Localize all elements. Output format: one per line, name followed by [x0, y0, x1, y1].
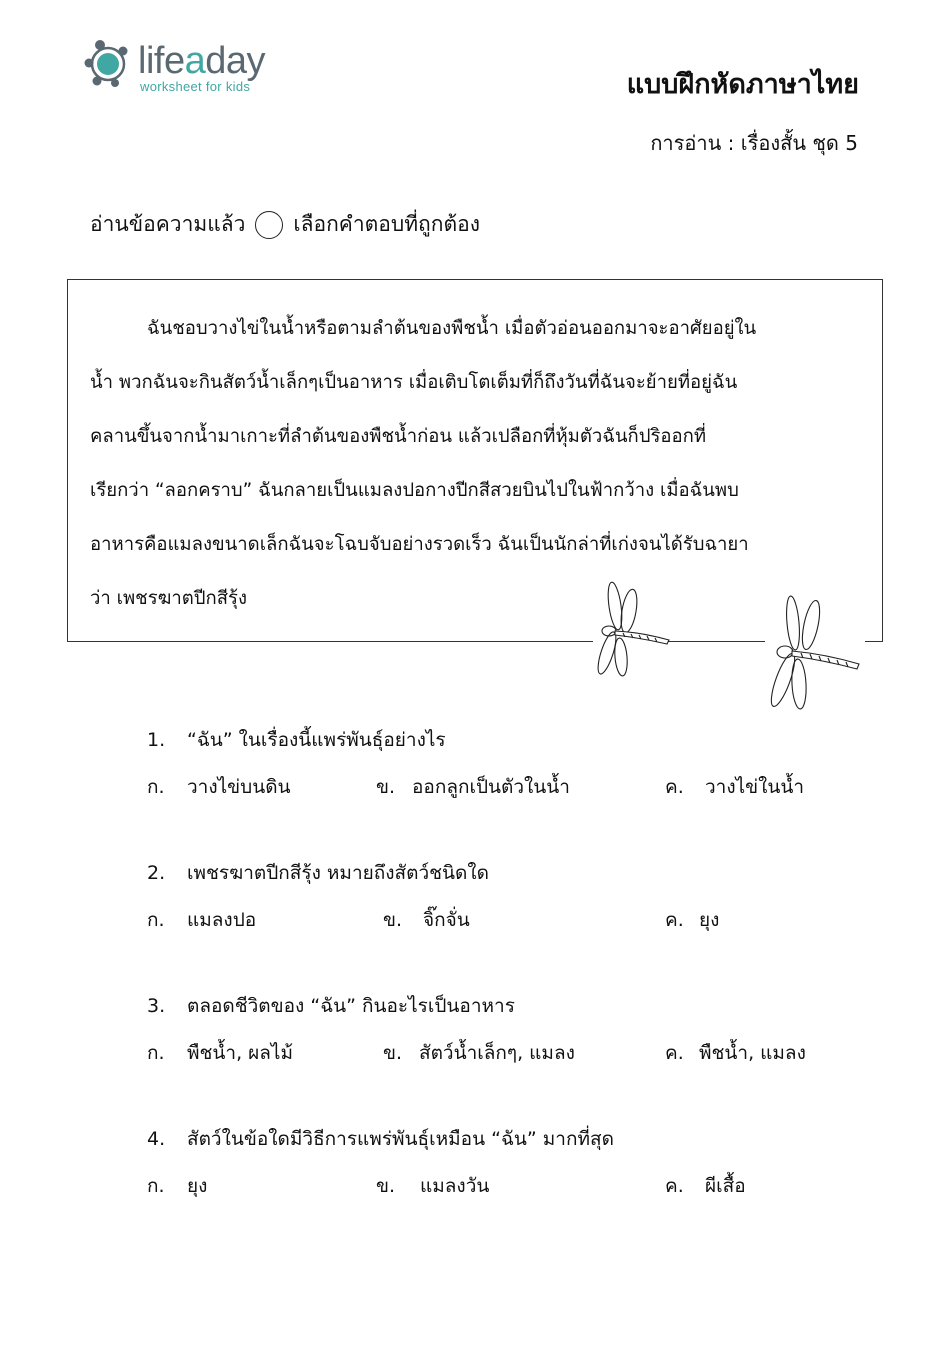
- passage-line: น้ำ พวกฉันจะกินสัตว์น้ำเล็กๆเป็นอาหาร เมื่อเติบโตเต็มที่ก็ถึงวันที่ฉันจะย้ายที่อยู่ฉัน: [90, 372, 738, 393]
- question-3: 3. ตลอดชีวิตของ “ฉัน” กินอะไรเป็นอาหาร: [147, 995, 515, 1017]
- instruction-before: อ่านข้อความแล้ว: [90, 212, 246, 236]
- question-4-option-a[interactable]: ก. ยุง: [147, 1175, 208, 1197]
- question-4: 4. สัตว์ในข้อใดมีวิธีการแพร่พันธุ์เหมือน “ฉัน” มากที่สุด: [147, 1128, 614, 1150]
- passage-line: เรียกว่า “ลอกคราบ” ฉันกลายเป็นแมลงปอกางปีกสีสวยบินไปในฟ้ากว้าง เมื่อฉันพบ: [90, 480, 739, 501]
- question-4-option-b[interactable]: ข. แมลงวัน: [376, 1175, 490, 1197]
- question-4-option-c[interactable]: ค. ผีเสื้อ: [665, 1175, 746, 1197]
- instruction: [90, 208, 480, 241]
- question-2-option-b[interactable]: ข. จิ๊กจั่น: [383, 909, 470, 931]
- passage-line: ว่า เพชรฆาตปีกสีรุ้ง: [90, 588, 248, 609]
- question-1-option-c[interactable]: ค. วางไข่ในน้ำ: [665, 776, 805, 798]
- brand-name: lifeaday: [138, 40, 265, 82]
- passage-line: ฉันชอบวางไข่ในน้ำหรือตามลำต้นของพืชน้ำ เมื่อตัวอ่อนออกมาจะอาศัยอยู่ใน: [147, 318, 757, 339]
- question-3-option-c[interactable]: ค. พืชน้ำ, แมลง: [665, 1042, 806, 1064]
- passage-line: คลานขึ้นจากน้ำมาเกาะที่ลำต้นของพืชน้ำก่อน แล้วเปลือกที่หุ้มตัวฉันก็ปริออกที่: [90, 426, 707, 447]
- question-3-option-b[interactable]: ข. สัตว์น้ำเล็กๆ, แมลง: [383, 1042, 575, 1064]
- question-2-option-a[interactable]: ก. แมลงปอ: [147, 909, 257, 931]
- answer-circle-icon: [255, 211, 283, 239]
- instruction-after: เลือกคำตอบที่ถูกต้อง: [293, 212, 480, 236]
- question-3-option-a[interactable]: ก. พืชน้ำ, ผลไม้: [147, 1042, 294, 1064]
- page-subtitle: การอ่าน : เรื่องสั้น ชุด 5: [650, 131, 858, 155]
- brand-tagline: worksheet for kids: [140, 79, 251, 94]
- dragonflies-illustration-icon: [585, 578, 870, 718]
- question-2-option-c[interactable]: ค. ยุง: [665, 909, 720, 931]
- question-1-option-a[interactable]: ก. วางไข่บนดิน: [147, 776, 291, 798]
- passage-line: อาหารคือแมลงขนาดเล็กฉันจะโฉบจับอย่างรวดเร็ว ฉันเป็นนักล่าที่เก่งจนได้รับฉายา: [90, 534, 749, 555]
- question-1: 1. “ฉัน” ในเรื่องนี้แพร่พันธุ์อย่างไร: [147, 729, 446, 751]
- question-1-option-b[interactable]: ข. ออกลูกเป็นตัวในน้ำ: [376, 776, 570, 798]
- question-2: 2. เพชรฆาตปีกสีรุ้ง หมายถึงสัตว์ชนิดใด: [147, 862, 489, 884]
- page-title: แบบฝึกหัดภาษาไทย: [626, 69, 859, 100]
